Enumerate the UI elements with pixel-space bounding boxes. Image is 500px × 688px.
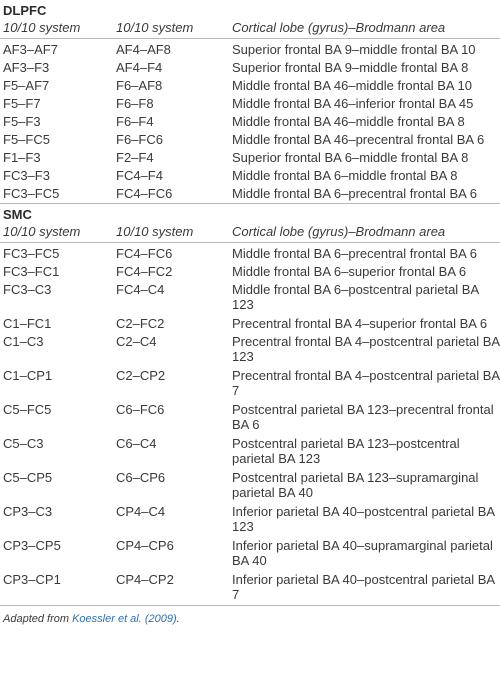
- table-cell: C1–C3: [3, 334, 44, 349]
- table-cell: CP4–CP6: [116, 538, 174, 553]
- table-cell: Middle frontal BA 46–middle frontal BA 10: [232, 78, 472, 93]
- table-cell: Inferior parietal BA 40–postcentral parietal BA 123: [232, 504, 495, 534]
- table-cell: Precentral frontal BA 4–postcentral parietal BA 123: [232, 334, 500, 364]
- section-title-row: [0, 204, 500, 224]
- section-title-dlpfc: DLPFC: [3, 3, 47, 18]
- table-cell: Superior frontal BA 6–middle frontal BA 8: [232, 150, 469, 165]
- table-row: [0, 149, 500, 167]
- table-cell: FC3–FC5: [3, 186, 60, 201]
- footnote-prefix: Adapted from: [3, 613, 73, 625]
- section-title-row: [0, 0, 500, 19]
- table-row: [0, 95, 500, 113]
- header-row: [0, 19, 500, 39]
- column-header: Cortical lobe (gyrus)–Brodmann area: [229, 19, 500, 39]
- table-cell: CP3–CP5: [3, 538, 61, 553]
- table-cell: F6–F8: [116, 96, 154, 111]
- table-cell: CP3–C3: [3, 504, 53, 519]
- table-row: [0, 39, 500, 60]
- section-title-smc: SMC: [0, 204, 500, 224]
- table-cell: F5–AF7: [3, 78, 50, 93]
- table-cell: AF3–F3: [3, 60, 50, 75]
- table-cell: Middle frontal BA 6–postcentral parietal BA 123: [232, 282, 479, 312]
- table-cell: Middle frontal BA 46–middle frontal BA 8: [232, 114, 465, 129]
- table-cell: C5–C3: [3, 436, 44, 451]
- table-cell: F5–FC5: [3, 132, 50, 147]
- table-row: [0, 131, 500, 149]
- column-header: Cortical lobe (gyrus)–Brodmann area: [229, 223, 500, 243]
- table-cell: C6–C4: [116, 436, 157, 451]
- table-row: [0, 113, 500, 131]
- column-header: 10/10 system: [113, 223, 229, 243]
- table-row: [0, 367, 500, 401]
- table-cell: Superior frontal BA 9–middle frontal BA 10: [232, 42, 476, 57]
- table-cell: C5–CP5: [3, 470, 53, 485]
- table-row: [0, 185, 500, 204]
- table-cell: F6–FC6: [116, 132, 163, 147]
- column-header: 10/10 system: [0, 19, 113, 39]
- table-cell: Superior frontal BA 9–middle frontal BA 8: [232, 60, 469, 75]
- table-cell: F1–F3: [3, 150, 41, 165]
- table-cell: AF4–F4: [116, 60, 163, 75]
- table-row: [0, 401, 500, 435]
- table-cell: CP4–CP2: [116, 572, 174, 587]
- table-cell: Middle frontal BA 6–middle frontal BA 8: [232, 168, 458, 183]
- table-cell: C6–FC6: [116, 402, 165, 417]
- footnote-suffix: .: [176, 613, 180, 625]
- table-cell: F6–F4: [116, 114, 154, 129]
- table-row: [0, 315, 500, 333]
- table-cell: C1–FC1: [3, 316, 52, 331]
- table-cell: C2–FC2: [116, 316, 165, 331]
- table-cell: C2–CP2: [116, 368, 166, 383]
- column-header: 10/10 system: [113, 19, 229, 39]
- table-cell: Inferior parietal BA 40–supramarginal parietal BA 40: [232, 538, 493, 568]
- table-cell: FC4–F4: [116, 168, 163, 183]
- table-cell: Postcentral parietal BA 123–supramarginal parietal BA 40: [232, 470, 479, 500]
- table-cell: Middle frontal BA 46–inferior frontal BA 45: [232, 96, 474, 111]
- table-row: [0, 469, 500, 503]
- table-cell: F5–F3: [3, 114, 41, 129]
- table-cell: Postcentral parietal BA 123–postcentral parietal BA 123: [232, 436, 460, 466]
- table-row: [0, 263, 500, 281]
- table-cell: CP4–C4: [116, 504, 166, 519]
- table-row: [0, 167, 500, 185]
- table-cell: Middle frontal BA 6–superior frontal BA 6: [232, 264, 467, 279]
- table-row: [0, 503, 500, 537]
- table-cell: Middle frontal BA 6–precentral frontal BA 6: [232, 246, 477, 261]
- table-cell: AF3–AF7: [3, 42, 58, 57]
- table-row: [0, 333, 500, 367]
- table-row: [0, 59, 500, 77]
- table-row: [0, 243, 500, 264]
- table-cell: FC3–F3: [3, 168, 50, 183]
- table-cell: F5–F7: [3, 96, 41, 111]
- table-cell: C1–CP1: [3, 368, 53, 383]
- table-cell: FC4–C4: [116, 282, 165, 297]
- column-header: 10/10 system: [0, 223, 113, 243]
- table-cell: Middle frontal BA 46–precentral frontal BA 6: [232, 132, 485, 147]
- table-row: [0, 537, 500, 571]
- header-row: [0, 223, 500, 243]
- table-row: [0, 281, 500, 315]
- table-cell: C6–CP6: [116, 470, 166, 485]
- table-cell: FC3–C3: [3, 282, 52, 297]
- table-cell: Precentral frontal BA 4–superior frontal BA 6: [232, 316, 488, 331]
- table-cell: C5–FC5: [3, 402, 52, 417]
- table-cell: Inferior parietal BA 40–postcentral parietal BA 7: [232, 572, 495, 602]
- table-footnote: [0, 606, 500, 625]
- table-cell: FC4–FC2: [116, 264, 173, 279]
- table-cell: Middle frontal BA 6–precentral frontal BA 6: [232, 186, 477, 201]
- table-cell: Postcentral parietal BA 123–precentral frontal BA 6: [232, 402, 494, 432]
- table-row: [0, 571, 500, 605]
- table-cell: Precentral frontal BA 4–postcentral parietal BA 7: [232, 368, 500, 398]
- table-cell: C2–C4: [116, 334, 157, 349]
- table-row: [0, 435, 500, 469]
- table-row: [0, 77, 500, 95]
- table-cell: F6–AF8: [116, 78, 163, 93]
- table-cell: FC4–FC6: [116, 246, 173, 261]
- table-cell: FC4–FC6: [116, 186, 173, 201]
- table-cell: FC3–FC1: [3, 264, 60, 279]
- table-cell: CP3–CP1: [3, 572, 61, 587]
- citation-link[interactable]: Koessler et al. (2009): [72, 613, 177, 625]
- table-cell: FC3–FC5: [3, 246, 60, 261]
- table-cell: AF4–AF8: [116, 42, 171, 57]
- table-cell: F2–F4: [116, 150, 154, 165]
